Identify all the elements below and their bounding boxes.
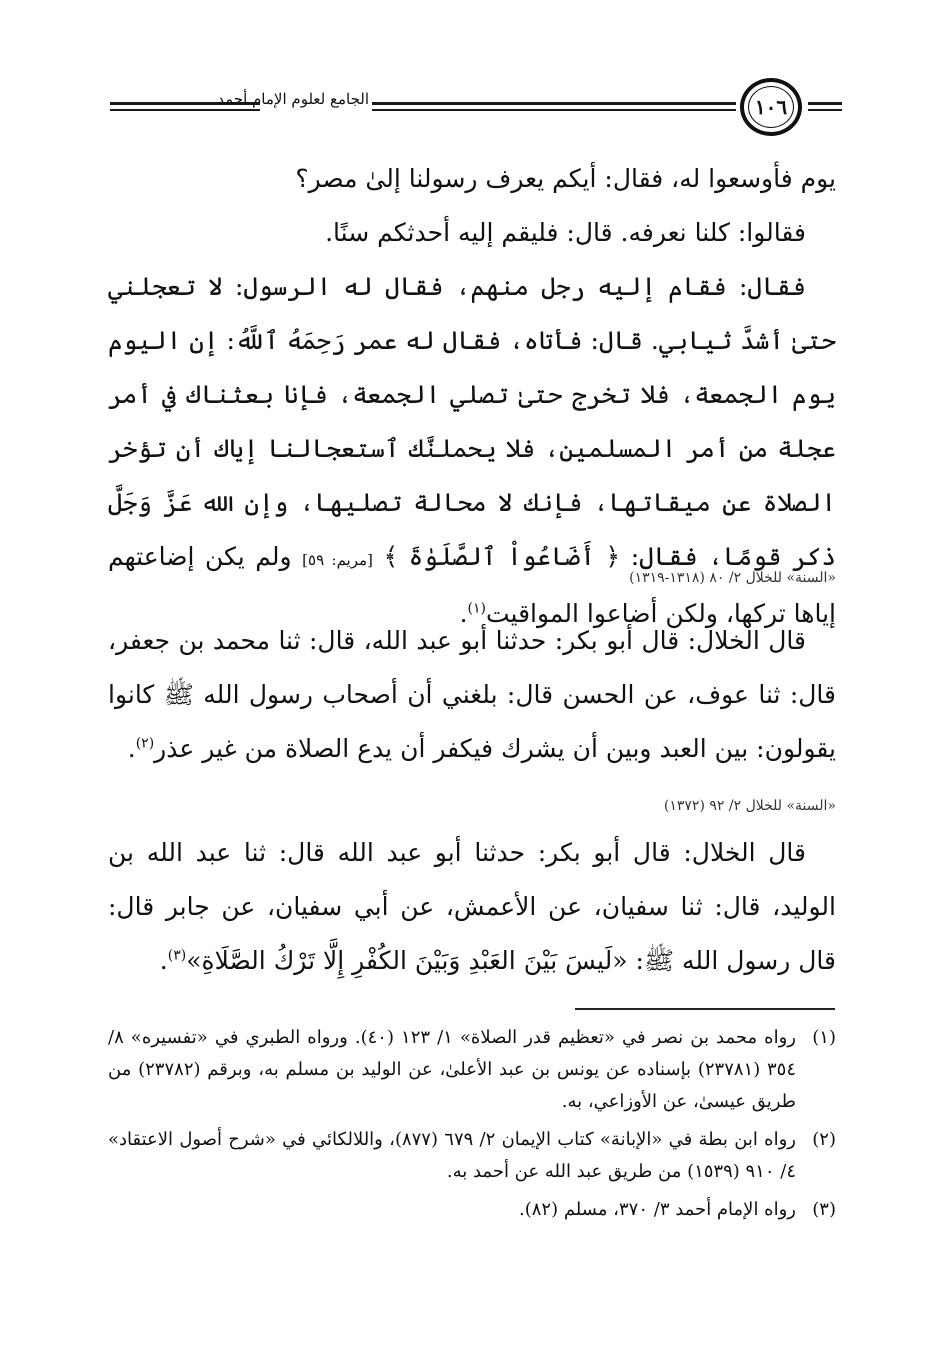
footnote-marker-1[interactable]: (١) [467, 600, 486, 617]
paragraph-3-end: . [459, 599, 468, 628]
page-header [100, 76, 842, 146]
footnote-1 [108, 1022, 836, 1118]
header-rule-right-thin [808, 109, 842, 111]
paragraph-1: يوم فأوسعوا له، فقال: أيكم يعرف رسولنا إلىٰ مصر؟ [295, 164, 836, 193]
paragraph-4-end: . [127, 734, 136, 763]
paragraph-5 [108, 826, 836, 988]
footnote-marker-3[interactable]: (٣) [167, 947, 187, 964]
footnote-text: رواه ابن بطة في «الإبانة» كتاب الإيمان ٢/ ٦٧٩ (٨٧٧)، واللالكائي في «شرح أصول الاعتقاد» ٤/ ٩١٠ (١٥٣٩) من طريق عبد الله عن أحمد به. [108, 1129, 796, 1182]
footnote-number: (٢) [812, 1129, 836, 1150]
quran-citation: [مريم: ٥٩] [302, 551, 373, 569]
paragraph-4 [108, 614, 836, 776]
footnote-2 [108, 1124, 836, 1188]
paragraph-4-text: قال الخلال: قال أبو بكر: حدثنا أبو عبد الله، قال: ثنا محمد بن جعفر، قال: ثنا عوف، عن الحسن قال: بلغني أن أصحاب رسول الله ﷺ كانوا يقولون: بين العبد وبين أن يشرك فيكفر أن يدع الصلاة من غير عذر [108, 626, 836, 763]
footnote-text: رواه الإمام أحمد ٣/ ٣٧٠، مسلم (٨٢). [518, 1199, 796, 1220]
paragraph-3-continuation: ولم يكن إضاعتهم إياها تركها، ولكن أضاعوا المواقيت [108, 542, 836, 628]
footnotes [108, 1022, 836, 1232]
source-reference-2: «السنة» للخلال ٢/ ٩٢ (١٣٧٢) [663, 798, 836, 814]
running-title: الجامع لعلوم الإمام أحمد [217, 90, 369, 108]
paragraph-5-end: . [159, 946, 168, 975]
source-reference-1: «السنة» للخلال ٢/ ٨٠ (١٣١٨-١٣١٩) [629, 570, 836, 586]
paragraph-3-text: فقال: فقام إليه رجل منهم، فقال له الرسول: لا تعجلني حتىٰ أشدَّ ثيابي. قال: فأتاه، فقال له عمر رَحِمَهُ ٱللَّهُ: إن اليوم يوم الجمعة، فلا تخرج حتىٰ تصلي الجمعة، فإنا بعثناك في أمر عجلة من أمر المسلمين، فلا يحملنَّك ٱستعجالنا إياك أن تؤخر الصلاة عن ميقاتها، فإنك لا محالة تصليها، وإن الله عَزَّ وَجَلَّ ذكر قومًا، فقال: ﴿ أَضَاعُواْ ٱلصَّلَوٰةَ ﴾ [108, 272, 836, 571]
footnote-text: رواه محمد بن نصر في «تعظيم قدر الصلاة» ١/ ١٢٣ (٤٠). ورواه الطبري في «تفسيره» ٨/ ٣٥٤ (٢٣٧٨١) بإسناده عن يونس بن عبد الأعلىٰ، عن الوليد بن مسلم به، وبرقم (٢٣٧٨٢) من طريق عيسىٰ، عن الأوزاعي، به. [108, 1027, 797, 1112]
footnote-3 [108, 1194, 836, 1226]
page-number: ١٠٦ [754, 95, 788, 119]
header-rule-right [808, 102, 842, 105]
footnote-marker-2[interactable]: (٢) [135, 735, 155, 752]
footnote-separator [575, 1008, 835, 1010]
header-rule-middle [372, 102, 736, 105]
page-number-badge [740, 78, 802, 136]
header-rule-left-thin [110, 109, 260, 111]
footnote-number: (١) [812, 1027, 836, 1048]
footnote-number: (٣) [812, 1199, 836, 1220]
paragraph-5-text: قال الخلال: قال أبو بكر: حدثنا أبو عبد الله قال: ثنا عبد الله بن الوليد، قال: ثنا سفيان، عن الأعمش، عن أبي سفيان، عن جابر قال: قال رسول الله ﷺ: [108, 838, 836, 975]
paragraph-2: فقالوا: كلنا نعرفه. قال: فليقم إليه أحدثكم سنًا. [325, 218, 806, 247]
header-rule-middle-thin [372, 109, 736, 111]
hadith-quote: «لَيسَ بَيْنَ العَبْدِ وَبَيْنَ الكُفْرِ إِلَّا تَرْكُ الصَّلَاةِ» [186, 946, 628, 975]
